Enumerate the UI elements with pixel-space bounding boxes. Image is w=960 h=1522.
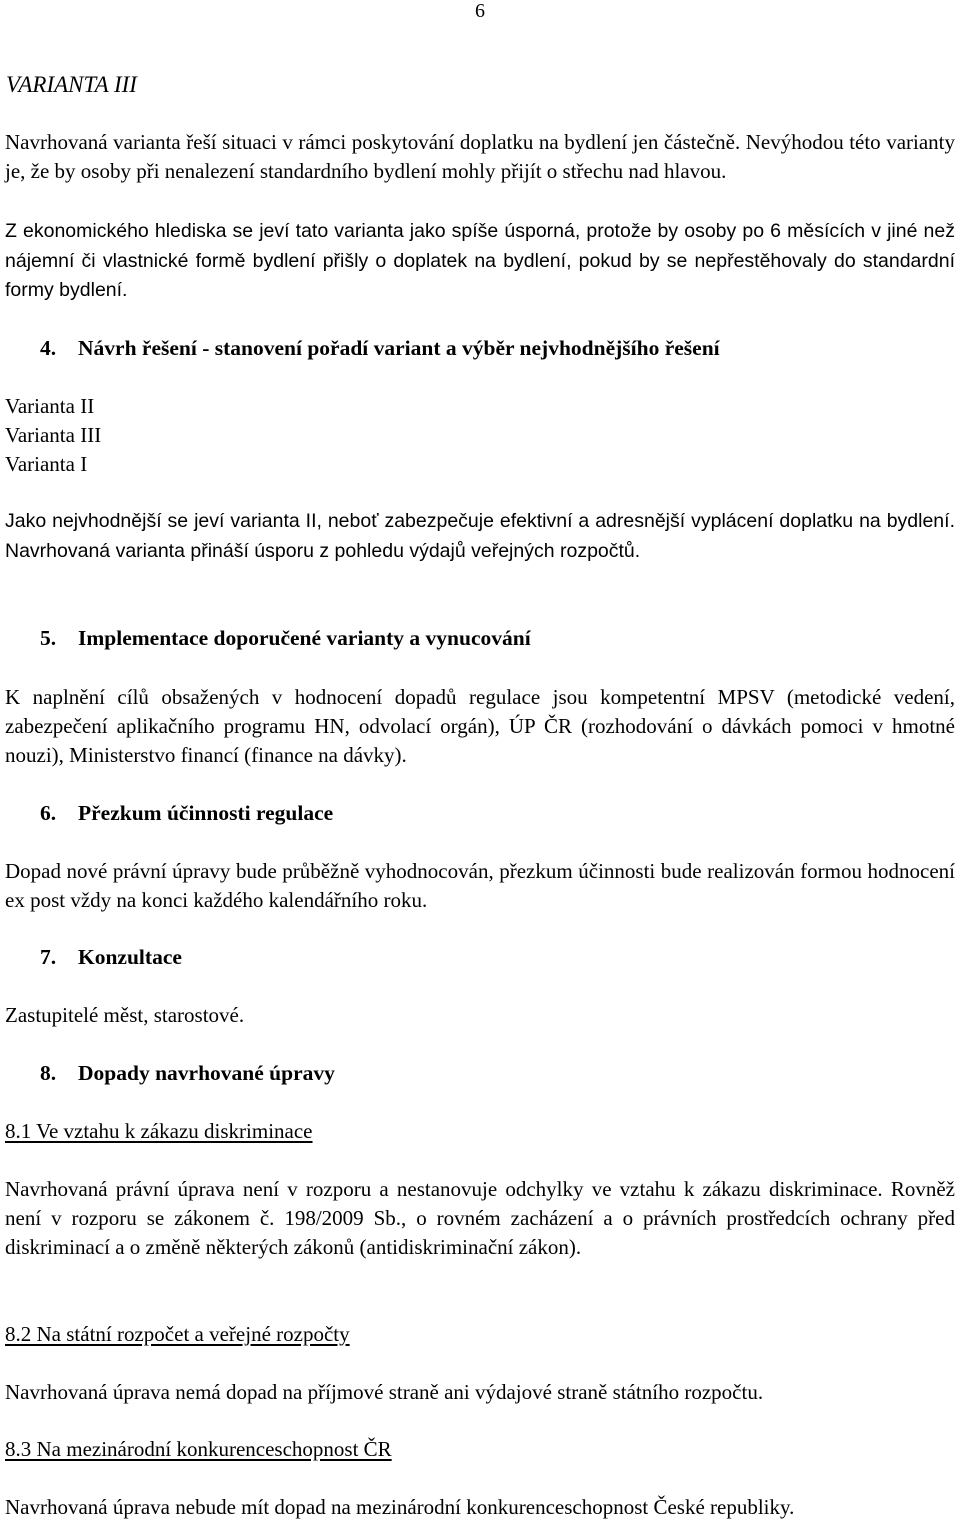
paragraph-implementation: K naplnění cílů obsažených v hodnocení dopadů regulace jsou kompetentní MPSV (metodické vedení, zabezpečení aplikačního programu HN, odvolací orgán), ÚP ČR (rozhodování o dávkách pomoci v hmotné nouzi), Ministerstvo financí (finance na dávky).	[5, 685, 955, 767]
section-number: 8.	[40, 1061, 57, 1085]
section-number: 6.	[40, 801, 57, 825]
paragraph-variant-disadvantage: Navrhovaná varianta řeší situaci v rámci poskytování doplatku na bydlení jen částečně. Nevýhodou této varianty je, že by osoby při nenalezení standardního bydlení mohly přijít o střechu nad hlavou.	[5, 130, 955, 183]
paragraph-review: Dopad nové právní úpravy bude průběžně vyhodnocován, přezkum účinnosti bude realizován formou hodnocení ex post vždy na konci každého kalendářního roku.	[5, 859, 955, 912]
paragraph-competitiveness: Navrhovaná úprava nebude mít dopad na mezinárodní konkurenceschopnost České republiky.	[5, 1495, 795, 1519]
paragraph-state-budget: Navrhovaná úprava nemá dopad na příjmové straně ani výdajové straně státního rozpočtu.	[5, 1380, 764, 1404]
subheading-8-2: 8.2 Na státní rozpočet a veřejné rozpočty	[5, 1322, 350, 1346]
section-heading-6	[0, 799, 333, 828]
ranking-item: Varianta I	[5, 452, 88, 476]
section-number: 5.	[40, 626, 57, 650]
section-heading-8	[0, 1059, 335, 1088]
subheading-8-3: 8.3 Na mezinárodní konkurenceschopnost ČR	[5, 1437, 392, 1461]
section-number: 4.	[40, 336, 57, 360]
paragraph-discrimination: Navrhovaná právní úprava není v rozporu a nestanovuje odchylky ve vztahu k zákazu diskriminace. Rovněž není v rozporu se zákonem č. 198/2009 Sb., o rovném zacházení a o právních prostředcích ochrany před diskriminací a o změně některých zákonů (antidiskriminační zákon).	[5, 1177, 955, 1259]
subheading-8-1: 8.1 Ve vztahu k zákazu diskriminace	[5, 1119, 313, 1143]
section-title: Konzultace	[78, 945, 182, 969]
section-heading-7	[0, 943, 182, 972]
paragraph-consultation: Zastupitelé měst, starostové.	[5, 1003, 245, 1027]
section-title: Návrh řešení - stanovení pořadí variant a výběr nejvhodnějšího řešení	[78, 336, 720, 360]
ranking-item: Varianta III	[5, 423, 102, 447]
section-title: Přezkum účinnosti regulace	[78, 801, 334, 825]
section-title: Dopady navrhované úpravy	[78, 1061, 335, 1085]
section-heading-4	[0, 334, 720, 363]
section-title: Implementace doporučené varianty a vynucování	[78, 626, 531, 650]
section-heading-5	[0, 624, 531, 653]
paragraph-recommendation: Jako nejvhodnější se jeví varianta II, neboť zabezpečuje efektivní a adresnější vyplácení doplatku na bydlení. Navrhovaná varianta přináší úsporu z pohledu výdajů veřejných rozpočtů.	[5, 510, 955, 562]
section-number: 7.	[40, 945, 57, 969]
ranking-item: Varianta II	[5, 394, 95, 418]
page-number: 6	[475, 0, 485, 22]
variant-heading: VARIANTA III	[6, 72, 137, 97]
paragraph-economic-aspect: Z ekonomického hlediska se jeví tato varianta jako spíše úsporná, protože by osoby po 6 měsících v jiné než nájemní či vlastnické formě bydlení přišly o doplatek na bydlení, pokud by se nepřestěhovaly do standardní formy bydlení.	[5, 220, 955, 301]
